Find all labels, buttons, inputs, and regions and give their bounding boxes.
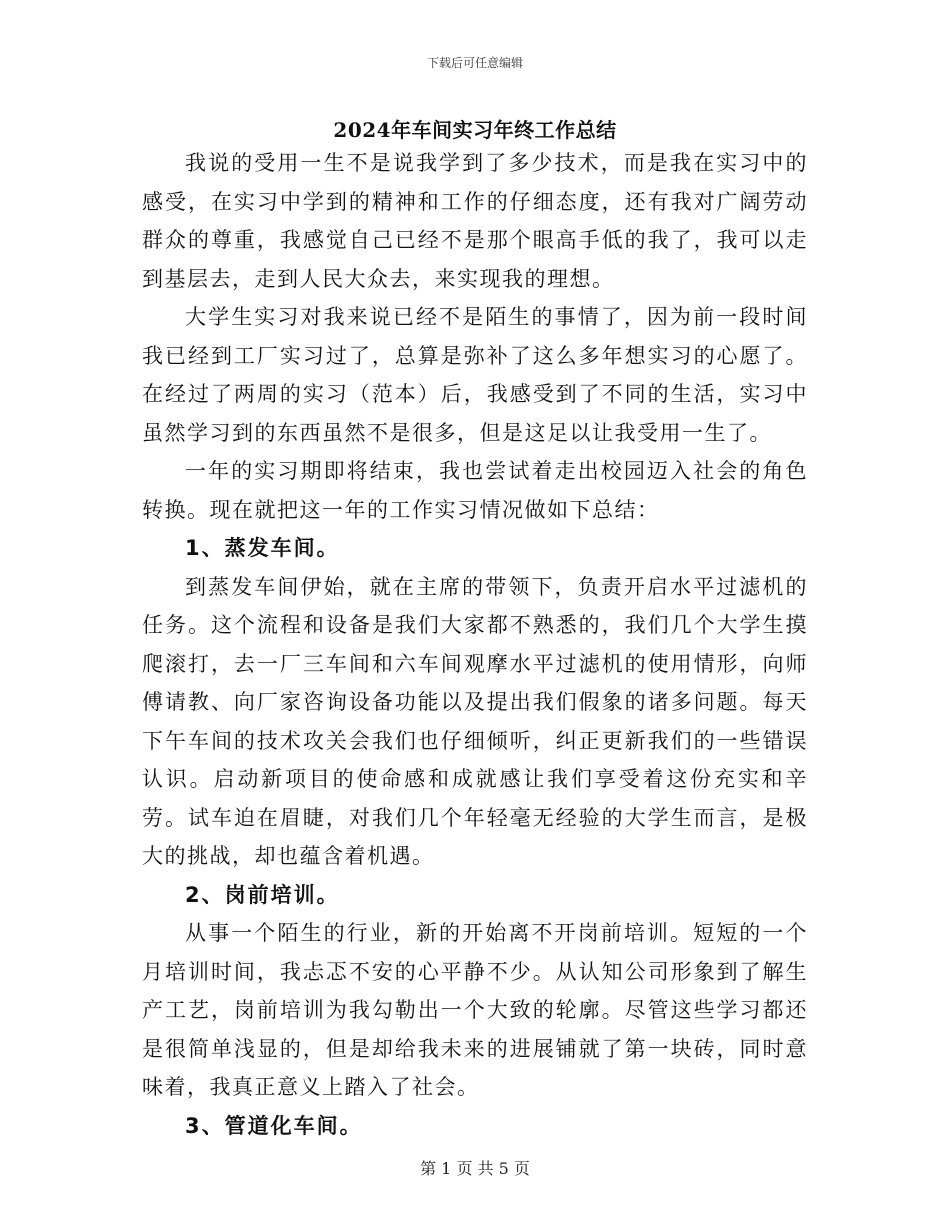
document-title: 2024年车间实习年终工作总结	[333, 118, 617, 142]
header-note: 下载后可任意编辑	[426, 56, 523, 70]
section-text-evaporation: 到蒸发车间伊始，就在主席的带领下，负责开启水平过滤机的任务。这个流程和设备是我们大家都不熟悉的，我们几个大学生摸爬滚打，去一厂三车间和六车间观摩水平过滤机的使用情形，向师傅请教、向厂家咨询设备功能以及提出我们假象的诸多问题。每天下午车间的技术攻关会我们也仔细倾听，纠正更新我们的一些错误认识。启动新项目的使命感和成就感让我们享受着这份充实和辛劳。试车迫在眉睫，对我们几个年轻毫无经验的大学生而言，是极大的挑战，却也蕴含着机遇。	[142, 574, 808, 868]
section-heading-evaporation: 1、蒸发车间。	[185, 536, 340, 560]
section-heading-pipeline: 3、管道化车间。	[185, 1113, 363, 1138]
section-heading-training: 2、岗前培训。	[185, 882, 340, 907]
page-number: 第 1 页 共 5 页	[420, 1159, 530, 1178]
section-text-training: 从事一个陌生的行业，新的开始离不开岗前培训。短短的一个月培训时间，我忐忑不安的心平静不少。从认知公司形象到了解生产工艺，岗前培训为我勾勒出一个大致的轮廓。尽管这些学习都还是很简单浅显的，但是却给我未来的进展铺就了第一块砖，同时意味着，我真正意义上踏入了社会。	[142, 921, 808, 1099]
document-body	[142, 144, 808, 1145]
paragraph-intro-1: 我说的受用一生不是说我学到了多少技术，而是我在实习中的感受，在实习中学到的精神和工作的仔细态度，还有我对广阔劳动群众的尊重，我感觉自己已经不是那个眼高手低的我了，我可以走到基层去，走到人民大众去，来实现我的理想。	[142, 151, 808, 291]
paragraph-intro-2: 大学生实习对我来说已经不是陌生的事情了，因为前一段时间我已经到工厂实习过了，总算是弥补了这么多年想实习的心愿了。在经过了两周的实习（范本）后，我感受到了不同的生活，实习中虽然学习到的东西虽然不是很多，但是这足以让我受用一生了。	[142, 305, 808, 445]
paragraph-intro-3: 一年的实习期即将结束，我也尝试着走出校园迈入社会的角色转换。现在就把这一年的工作实习情况做如下总结：	[142, 459, 808, 522]
